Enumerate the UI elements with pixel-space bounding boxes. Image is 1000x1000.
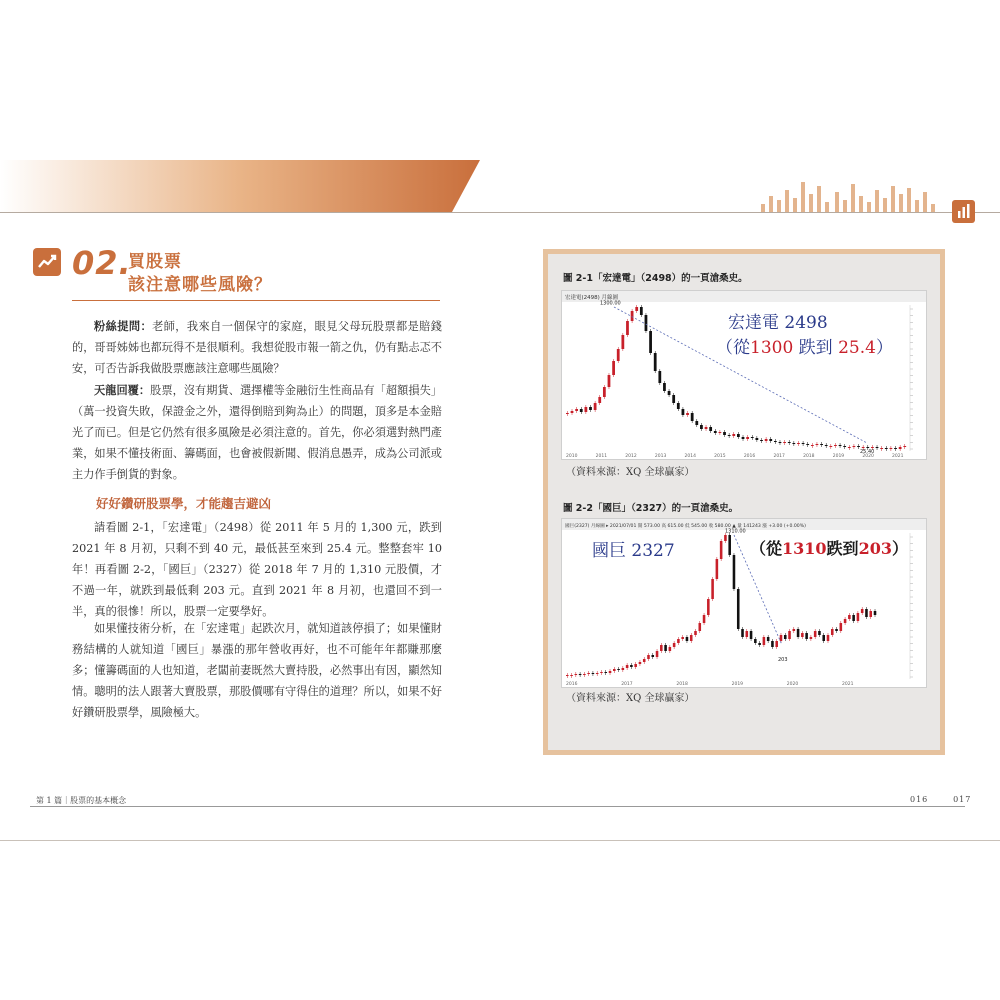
candle — [805, 633, 808, 639]
candle — [719, 432, 722, 433]
question-paragraph — [72, 316, 442, 379]
year-tick-label: 2018 — [676, 682, 688, 687]
candle — [584, 407, 587, 412]
candle — [827, 635, 830, 641]
candle — [723, 432, 726, 435]
candle — [649, 331, 652, 353]
candle — [848, 447, 851, 448]
candle — [647, 655, 650, 659]
subheading: 好好鑽研股票學，才能趨吉避凶 — [96, 496, 272, 511]
section-title-line1: 買股票 — [128, 252, 182, 272]
candle — [631, 311, 634, 321]
paragraph-3: 請看圖 2-1，「宏達電」（2498）從 2011 年 5 月的 1,300 元，跌到 2021 年 8 月初，只剩不到 40 元，最低甚至來到 25.4 元。整整套牢 10 年！再看圖 2-2，「國巨」（2327）從 2018 年 7 月的 1,310 元股價，才不過一年，就跌到最低剩 203 元。直到 2021 年 8 月初，也還回不到一半，真的很慘！所以，股票一定要學好。 — [72, 521, 442, 618]
candle — [876, 447, 879, 448]
candle — [792, 443, 795, 444]
candle — [587, 673, 590, 674]
candle — [640, 307, 643, 315]
year-tick-label: 2011 — [595, 454, 608, 459]
candle — [788, 631, 791, 639]
candle — [700, 425, 703, 429]
candle — [811, 445, 814, 446]
candle — [677, 403, 680, 409]
candle — [583, 674, 586, 675]
figure-1-source: （資料來源：XQ 全球贏家） — [566, 467, 695, 478]
year-tick-label: 2014 — [684, 454, 696, 459]
candle — [737, 434, 740, 437]
candle — [741, 629, 744, 637]
candle — [829, 446, 832, 447]
candle — [760, 440, 763, 441]
candle — [609, 671, 612, 673]
answer-paragraph — [72, 380, 442, 485]
candle — [594, 403, 597, 410]
page-number-right: 017 — [953, 795, 972, 804]
candle — [589, 407, 592, 410]
figure-1-annotation-name: 宏達電 2498 — [728, 313, 828, 333]
candle — [672, 395, 675, 403]
candle — [691, 413, 694, 421]
candle — [797, 443, 800, 444]
candle — [645, 315, 648, 331]
candle — [861, 609, 864, 613]
candle — [742, 437, 745, 439]
candle — [793, 629, 796, 631]
candle — [865, 609, 868, 617]
question-text: 老師，我來自一個保守的家庭，眼見父母玩股票都是賠錢的，哥哥姊姊也都玩得不是很順利。我想從股市報一箭之仇，仍有點忐忑不安，可否告訴我做股票應該注意哪些風險？ — [72, 320, 442, 375]
candle — [630, 665, 633, 667]
year-tick-label: 2020 — [862, 454, 874, 459]
candle — [598, 397, 601, 403]
candle — [737, 589, 740, 629]
candle — [682, 409, 685, 415]
candle — [651, 655, 654, 657]
year-tick-label: 2021 — [892, 454, 904, 459]
candle — [765, 439, 768, 441]
candle — [751, 437, 754, 438]
candle — [774, 441, 777, 442]
year-tick-label: 2016 — [566, 682, 578, 687]
candle — [694, 631, 697, 635]
candle — [834, 445, 837, 446]
year-tick-label: 2018 — [803, 454, 815, 459]
candle — [869, 611, 872, 617]
candle — [716, 559, 719, 579]
question-label: 粉絲提問： — [94, 320, 153, 333]
candle — [839, 445, 842, 446]
candle — [784, 635, 787, 639]
candle — [660, 645, 663, 651]
candle — [714, 431, 717, 433]
candle — [621, 335, 624, 349]
footer-page-numbers — [910, 795, 971, 804]
figure-1-annotation-high: 1300 — [750, 338, 794, 358]
candle — [705, 427, 708, 429]
figure-1-caption: 圖 2-1「宏達電」（2498）的一頁滄桑史。 — [563, 273, 748, 284]
figure-2-source: （資料來源：XQ 全球贏家） — [566, 693, 695, 704]
figure-2-header: 國巨(2327) 月線圖 ▸ 2021/07/01 開 573.00 高 615.00 低 545.00 收 580.00 ▲ 量 141243 漲 +3.00 (+0.00%) — [565, 524, 806, 529]
year-tick-label: 2010 — [566, 454, 578, 459]
candle — [656, 651, 659, 657]
candle — [663, 383, 666, 391]
candle — [814, 631, 817, 637]
candle — [592, 673, 595, 674]
candle — [763, 637, 766, 645]
figure-2-peak-label: 1310.00 — [725, 528, 746, 535]
candle — [874, 611, 877, 615]
candle — [822, 635, 825, 641]
candle — [579, 674, 582, 675]
candle — [596, 673, 599, 674]
candle — [669, 647, 672, 651]
candle — [754, 639, 757, 643]
candle — [690, 635, 693, 641]
answer-label: 天龍回覆： — [94, 384, 151, 397]
candle — [686, 637, 689, 641]
candle — [626, 321, 629, 335]
candle — [698, 623, 701, 631]
candle — [802, 443, 805, 444]
footer-chapter: 第 1 篇｜股票的基本概念 — [36, 796, 127, 805]
year-tick-label: 2012 — [625, 454, 637, 459]
candle — [664, 645, 667, 651]
figure-1-annotation-low: 25.4 — [838, 338, 876, 358]
candle — [780, 635, 783, 641]
candle — [709, 427, 712, 431]
candle — [677, 639, 680, 643]
year-tick-label: 2019 — [832, 454, 845, 459]
candle — [570, 675, 573, 676]
title-rule — [72, 300, 440, 301]
candle — [711, 579, 714, 599]
year-tick-label: 2013 — [654, 454, 667, 459]
candle — [880, 448, 883, 449]
figure-2-caption: 圖 2-2「國巨」（2327）的一頁滄桑史。 — [563, 503, 739, 514]
candle — [788, 442, 791, 443]
candle — [843, 446, 846, 447]
candle — [852, 615, 855, 621]
figure-2-annotation-range: （從1310跌到203） — [750, 539, 908, 558]
figure-1-low-label: 25.40 — [860, 449, 875, 455]
candle — [695, 421, 698, 425]
candle — [728, 435, 731, 436]
year-tick-label: 2019 — [731, 682, 744, 687]
section-title-line2: 該注意哪些風險？ — [128, 275, 272, 295]
figure-2-annotation-low: 203 — [858, 539, 892, 558]
candle — [707, 599, 710, 615]
candle — [575, 674, 578, 675]
candle — [779, 442, 782, 443]
candle — [571, 411, 574, 413]
candle — [835, 629, 838, 631]
candle — [844, 619, 847, 623]
candle — [755, 438, 758, 440]
candle — [668, 391, 671, 395]
candle — [871, 447, 874, 448]
candle — [732, 434, 735, 436]
candle — [681, 637, 684, 639]
year-tick-label: 2017 — [621, 682, 633, 687]
candle — [769, 439, 772, 441]
candle — [654, 353, 657, 371]
candle — [767, 637, 770, 641]
candle — [797, 629, 800, 637]
candle — [617, 349, 620, 361]
candle — [885, 448, 888, 449]
candle — [806, 444, 809, 445]
candle — [783, 442, 786, 443]
candle — [825, 445, 828, 446]
candle — [771, 641, 774, 647]
year-tick-label: 2015 — [714, 454, 726, 459]
candle — [613, 669, 616, 671]
candle — [853, 446, 856, 447]
candle — [848, 615, 851, 619]
candle — [775, 641, 778, 647]
trend-up-icon — [33, 248, 61, 276]
candle — [728, 535, 731, 555]
candle — [801, 633, 804, 637]
year-tick-label: 2016 — [743, 454, 756, 459]
candle — [890, 448, 893, 449]
candle — [903, 446, 906, 447]
answer-text: 股票，沒有期貨、選擇權等金融衍生性商品有「超額損失」（萬一投資失敗，保證金之外，還得倒賠到夠為止）的問題，頂多是本金賠光了而已。但是它仍然有很多風險是必須注意的。首先，你必須選對熱門產業，如果不懂技術面、籌碼面，也會被假新聞、假消息愚弄，成為公司派或主力作手倒貨的對象。 — [72, 384, 442, 481]
paragraph-4: 如果懂技術分析，在「宏達電」起跌次月，就知道該停損了；如果懂財務結構的人就知道「國巨」暴漲的那年營收再好，也不可能年年都賺那麼多；懂籌碼面的人也知道，老闆前妻既然大賣持股，必然事出有因，顯然知情。聰明的法人跟著大賣股票，那股價哪有守得住的道理？所以，如果不好好鑽研股票學，風險極大。 — [72, 622, 442, 719]
candle — [840, 623, 843, 631]
candle — [566, 413, 569, 414]
candle — [820, 444, 823, 445]
candle — [831, 629, 834, 635]
candle — [643, 659, 646, 662]
candle — [626, 665, 629, 668]
candle — [673, 643, 676, 647]
candle — [622, 668, 625, 670]
candle — [612, 361, 615, 375]
candle — [604, 672, 607, 673]
header-gradient-band — [0, 160, 480, 212]
candle — [746, 631, 749, 637]
figure-1-header: 宏達電(2498) 月線圖 — [565, 295, 619, 301]
candle — [862, 447, 865, 448]
year-tick-label: 2017 — [773, 454, 785, 459]
header-decoration-bars — [755, 178, 955, 214]
candle — [810, 637, 813, 639]
footer-rule — [30, 806, 965, 807]
figure-2-low-label: 203 — [778, 657, 788, 663]
page-bottom-rule — [0, 840, 1000, 841]
candle — [733, 555, 736, 589]
candle — [746, 437, 749, 439]
year-tick-label: 2021 — [842, 682, 854, 687]
page-number-left: 016 — [910, 795, 929, 804]
section-number: 02. — [72, 244, 132, 282]
candle — [575, 409, 578, 411]
candle — [608, 375, 611, 387]
candle — [894, 448, 897, 449]
candle — [857, 446, 860, 447]
figure-1-peak-label: 1300.00 — [600, 300, 621, 307]
candle — [758, 643, 761, 645]
candle — [658, 371, 661, 383]
candle — [580, 409, 583, 412]
candle — [703, 615, 706, 623]
candle — [818, 631, 821, 635]
candle — [720, 541, 723, 559]
candle — [816, 444, 819, 445]
year-tick-label: 2020 — [786, 682, 799, 687]
candle — [750, 631, 753, 639]
candle — [566, 675, 569, 676]
candle — [866, 447, 869, 448]
figure-2-annotation-name: 國巨 2327 — [592, 541, 675, 561]
candle — [603, 387, 606, 397]
candle — [686, 413, 689, 415]
candle — [857, 613, 860, 621]
candle — [617, 669, 620, 670]
candle — [634, 664, 637, 667]
candle — [600, 672, 603, 673]
candle — [639, 662, 642, 664]
bar-chart-icon — [952, 200, 975, 223]
candle — [635, 307, 638, 311]
figure-1-annotation-range: （從1300 跌到 25.4） — [716, 338, 893, 358]
candle — [899, 447, 902, 449]
candle — [724, 535, 727, 541]
figure-2-annotation-high: 1310 — [782, 539, 827, 558]
